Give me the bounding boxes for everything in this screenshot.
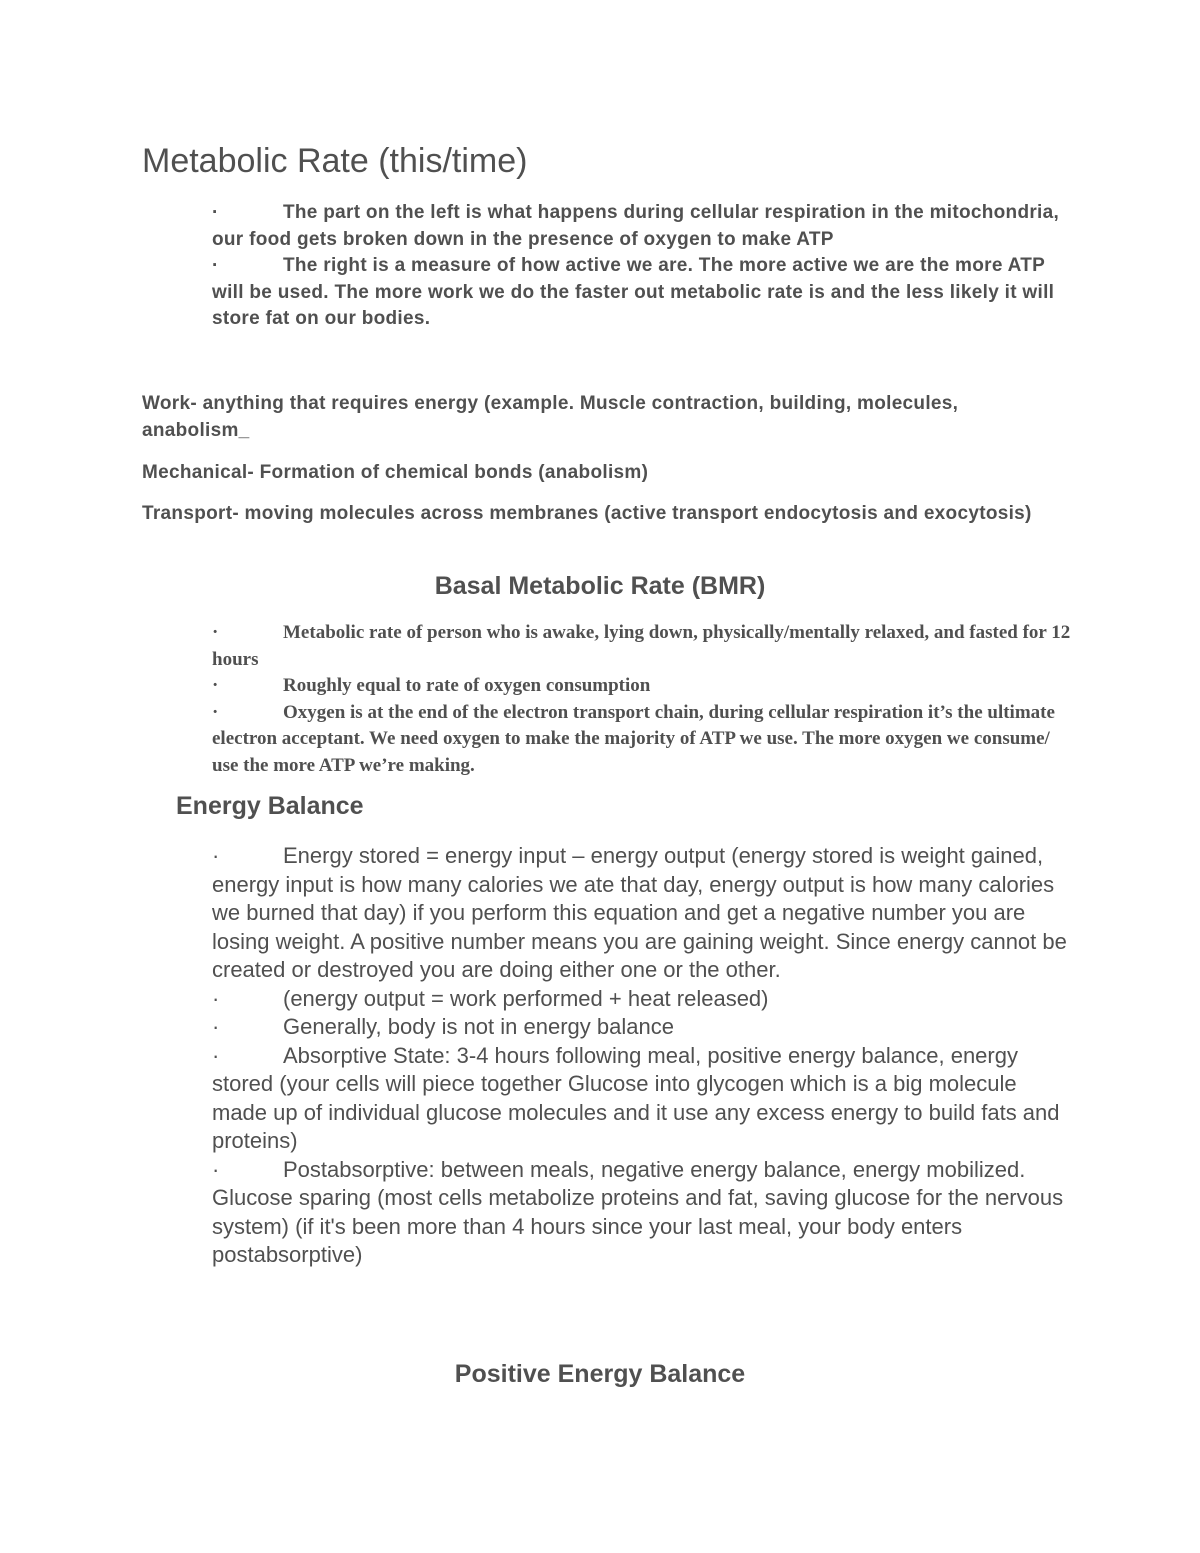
list-item-text: Oxygen is at the end of the electron transport chain, during cellular respiration it’s the ultimate electron acceptant. We need oxygen to make the majority of ATP we use. The more oxygen we consume/ use the more ATP we’re making.: [212, 701, 1055, 776]
list-item-text: Postabsorptive: between meals, negative energy balance, energy mobilized. Glucose sparing (most cells metabolize proteins and fat, saving glucose for the nervous system) (if it's been more than 4 hours since your last meal, your body enters postabsorptive): [212, 1156, 1064, 1267]
transport-definition: Transport- moving molecules across membranes (active transport endocytosis and exocytosis): [142, 503, 1032, 524]
list-item-text: (energy output = work performed + heat released): [283, 985, 769, 1011]
bmr-list: [212, 620, 1072, 779]
list-item: [212, 700, 1072, 780]
list-item-text: Roughly equal to rate of oxygen consumption: [283, 675, 651, 696]
bullet-icon: ·: [212, 1042, 220, 1068]
list-item-text: Metabolic rate of person who is awake, lying down, physically/mentally relaxed, and fasted for 12 hours: [212, 622, 1071, 670]
work-definition: Work- anything that requires energy (example. Muscle contraction, building, molecules, anabolism_: [142, 393, 959, 441]
bullet-icon: ·: [212, 675, 219, 696]
bullet-icon: ·: [212, 255, 219, 276]
positive-energy-balance-heading: Positive Energy Balance: [454, 1360, 746, 1388]
list-item-text: Energy stored = energy input – energy output (energy stored is weight gained, energy input is how many calories we ate that day, energy output is how many calories we burned that day) if you perform this equation and get a negative number you are losing weight. A positive number means you are gaining weight. Since energy cannot be created or destroyed you are doing either one or the other.: [212, 843, 1067, 982]
list-item: [212, 620, 1072, 673]
list-item: [212, 253, 1072, 333]
bmr-heading: Basal Metabolic Rate (BMR): [434, 572, 766, 600]
list-item-text: Generally, body is not in energy balance: [283, 1014, 674, 1039]
list-item-text: The right is a measure of how active we are. The more active we are the more ATP will be used. The more work we do the faster out metabolic rate is and the less likely it will store fat on our bodies.: [212, 255, 1055, 329]
list-item-text: Absorptive State: 3-4 hours following meal, positive energy balance, energy stored (your cells will piece together Glucose into glycogen which is a big molecule made up of individual glucose molecules and it use any excess energy to build fats and proteins): [212, 1042, 1060, 1153]
page-title: Metabolic Rate (this/time): [142, 142, 528, 180]
bullet-icon: ·: [212, 1014, 220, 1039]
list-item: [212, 673, 1072, 700]
list-item: [212, 842, 1072, 985]
bullet-icon: ·: [212, 1156, 220, 1182]
bullet-icon: ·: [212, 985, 220, 1011]
bullet-icon: ·: [212, 843, 220, 868]
list-item: [212, 200, 1072, 253]
list-item: [212, 1042, 1072, 1156]
bullet-icon: ·: [212, 622, 219, 643]
list-item: [212, 985, 1072, 1014]
bullet-icon: ·: [212, 701, 219, 723]
list-item-text: The part on the left is what happens during cellular respiration in the mitochondria, our food gets broken down in the presence of oxygen to make ATP: [212, 202, 1060, 250]
energy-balance-list: [212, 842, 1072, 1270]
list-item: [212, 1156, 1072, 1270]
energy-balance-heading: Energy Balance: [176, 792, 364, 820]
mechanical-definition: Mechanical- Formation of chemical bonds (anabolism): [142, 462, 649, 483]
list-item: [212, 1013, 1072, 1042]
bullet-icon: ·: [212, 202, 219, 223]
metabolic-rate-list: [212, 200, 1072, 333]
